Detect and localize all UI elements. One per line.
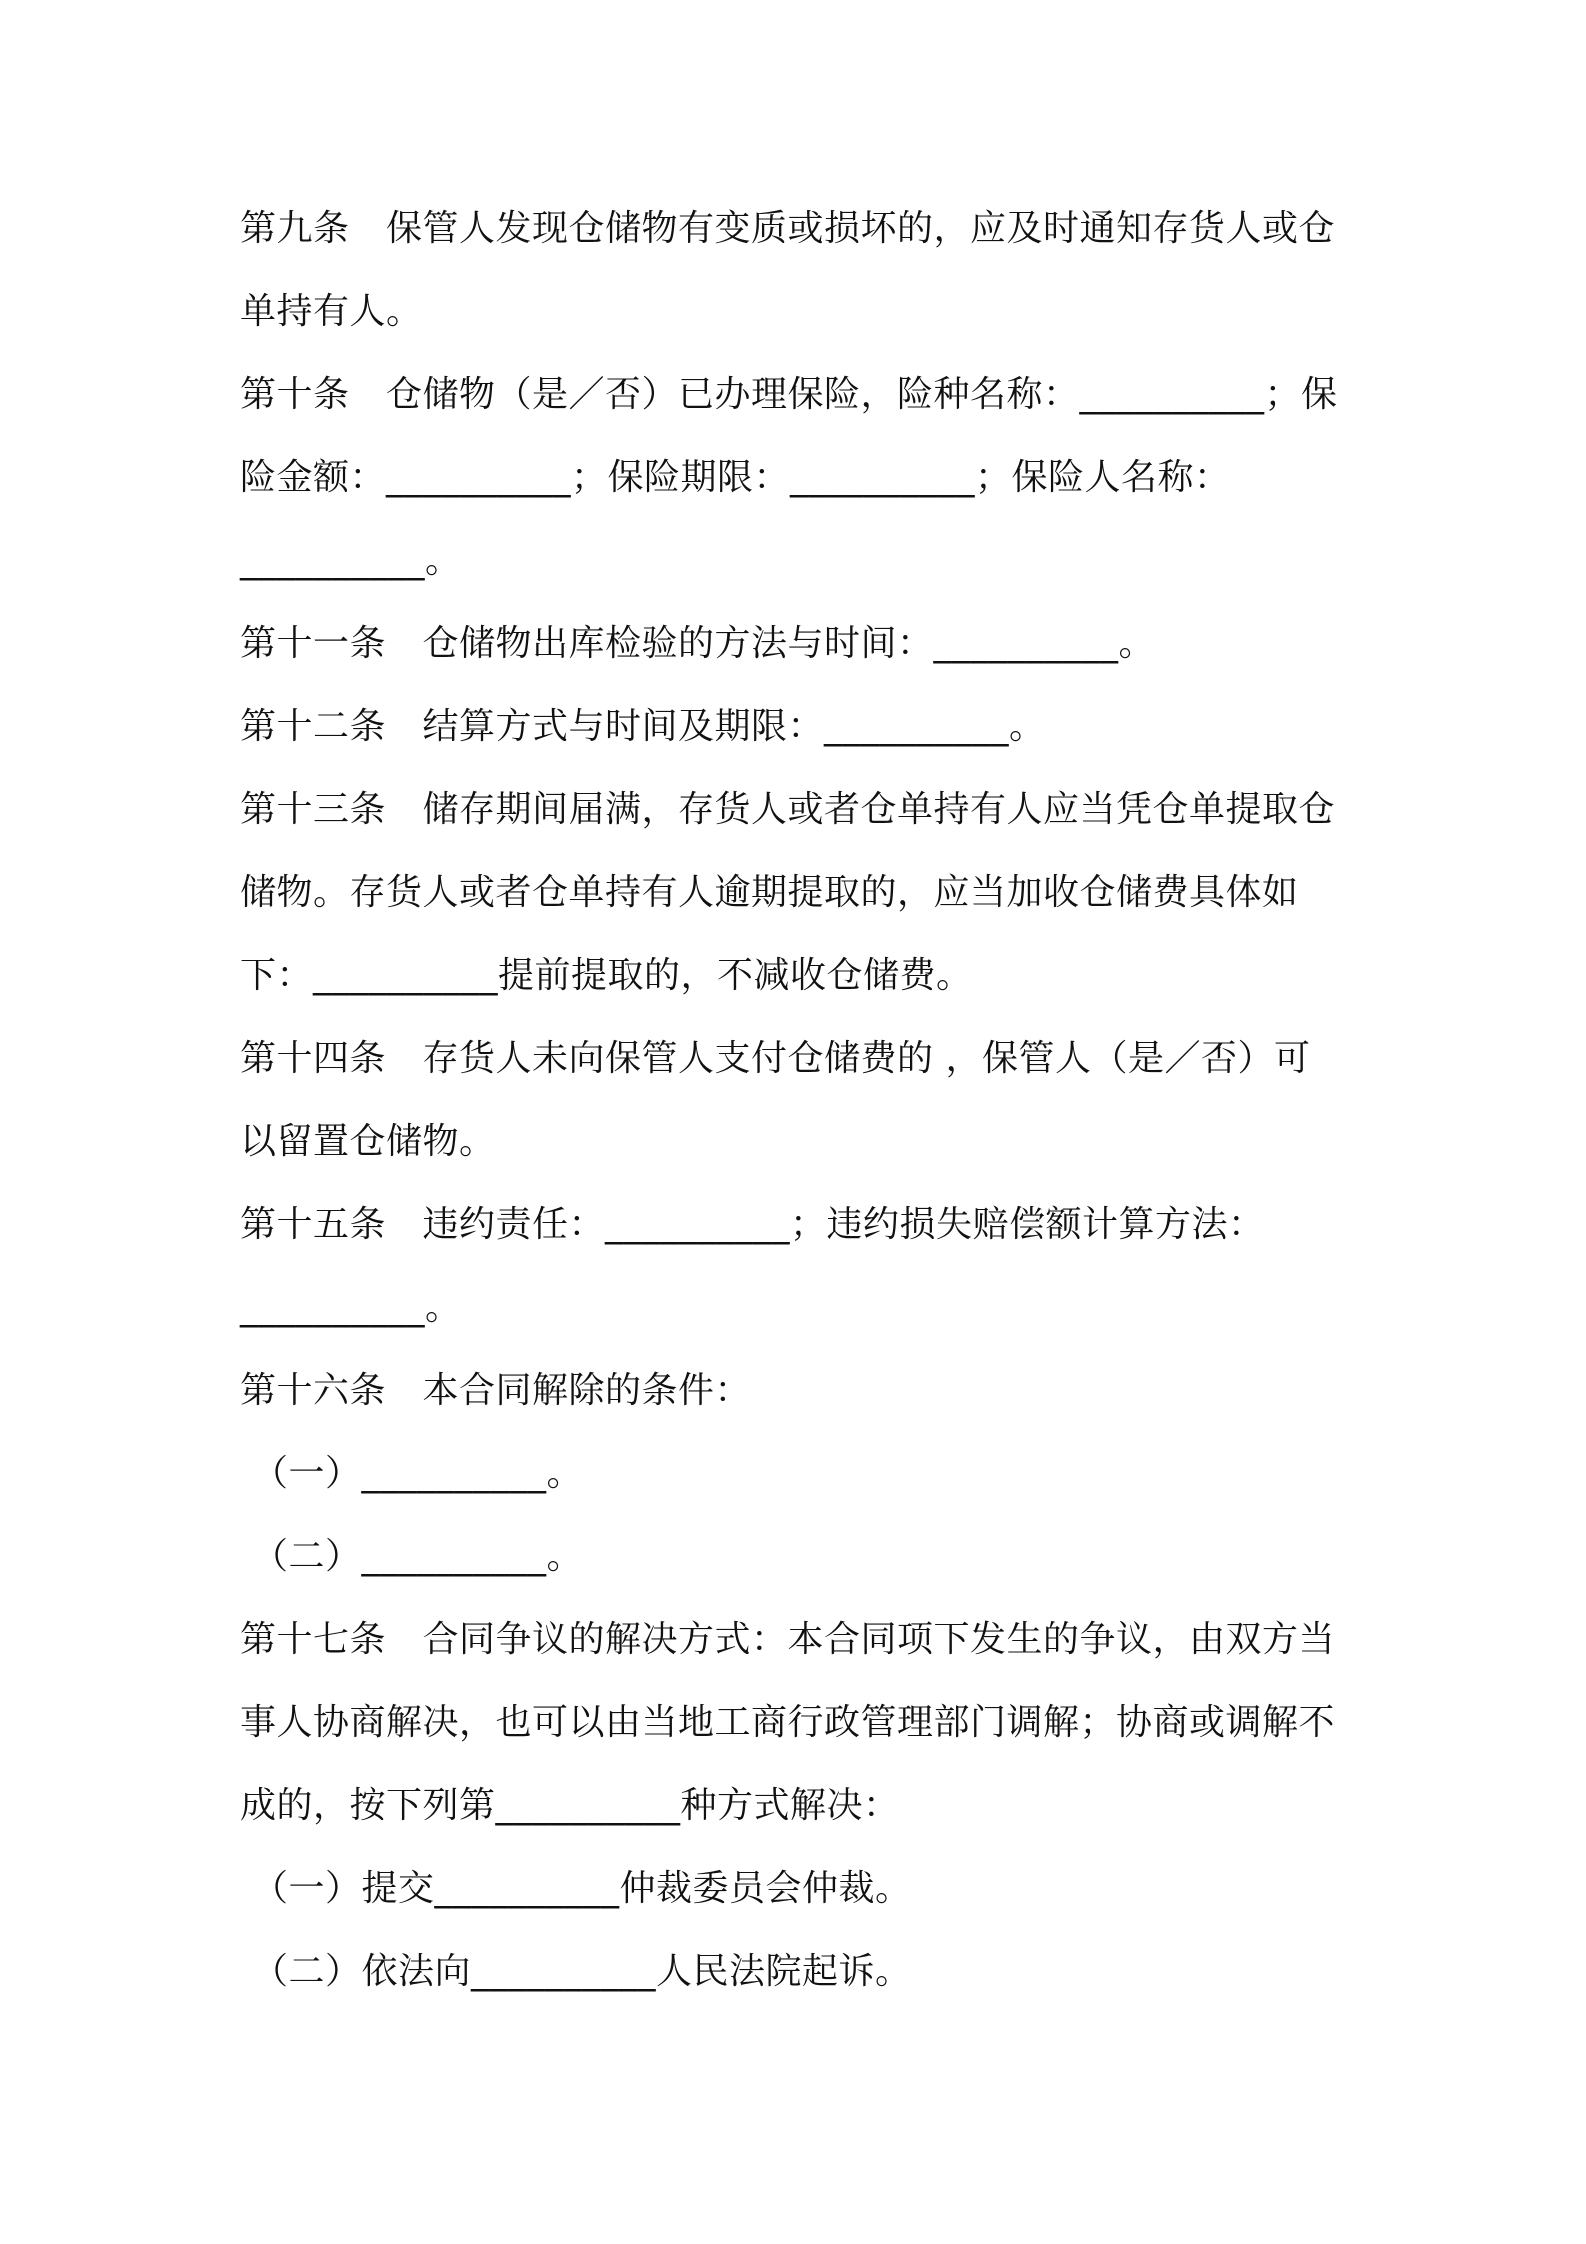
article-14-line-2: 以留置仓储物。 <box>240 1121 496 1162</box>
article-17-item-2: （二）依法向__________人民法院起诉。 <box>252 1951 912 1992</box>
article-16-item-2: （二）__________。 <box>252 1536 584 1577</box>
article-10-line-1: 第十条 仓储物（是／否）已办理保险，险种名称：__________；保 <box>240 374 1338 415</box>
article-13-line-3: 下：__________提前提取的，不减收仓储费。 <box>240 955 973 996</box>
article-17-item-1: （一）提交__________仲裁委员会仲裁。 <box>252 1868 912 1909</box>
article-17-line-1: 第十七条 合同争议的解决方式：本合同项下发生的争议，由双方当 <box>240 1619 1336 1660</box>
article-11: 第十一条 仓储物出库检验的方法与时间：__________。 <box>240 623 1156 664</box>
article-16-title: 第十六条 本合同解除的条件： <box>240 1370 752 1411</box>
article-10-line-2: 险金额：__________；保险期限：__________；保险人名称： <box>240 457 1231 498</box>
article-9-line-1: 第九条 保管人发现仓储物有变质或损坏的，应及时通知存货人或仓 <box>240 208 1336 249</box>
article-12: 第十二条 结算方式与时间及期限：__________。 <box>240 706 1046 747</box>
article-9-line-2: 单持有人。 <box>240 291 423 332</box>
article-17-line-2: 事人协商解决，也可以由当地工商行政管理部门调解；协商或调解不 <box>240 1702 1336 1743</box>
article-13-line-1: 第十三条 储存期间届满，存货人或者仓单持有人应当凭仓单提取仓 <box>240 789 1336 830</box>
article-13-line-2: 储物。存货人或者仓单持有人逾期提取的，应当加收仓储费具体如 <box>240 872 1299 913</box>
article-15-line-2: __________。 <box>240 1287 462 1328</box>
article-16-item-1: （一）__________。 <box>252 1453 584 1494</box>
article-14-line-1: 第十四条 存货人未向保管人支付仓储费的 ，保管人（是／否）可 <box>240 1038 1311 1079</box>
article-15-line-1: 第十五条 违约责任：__________；违约损失赔偿额计算方法： <box>240 1204 1265 1245</box>
article-17-line-3: 成的，按下列第__________种方式解决： <box>240 1785 900 1826</box>
article-10-line-3: __________。 <box>240 540 462 581</box>
